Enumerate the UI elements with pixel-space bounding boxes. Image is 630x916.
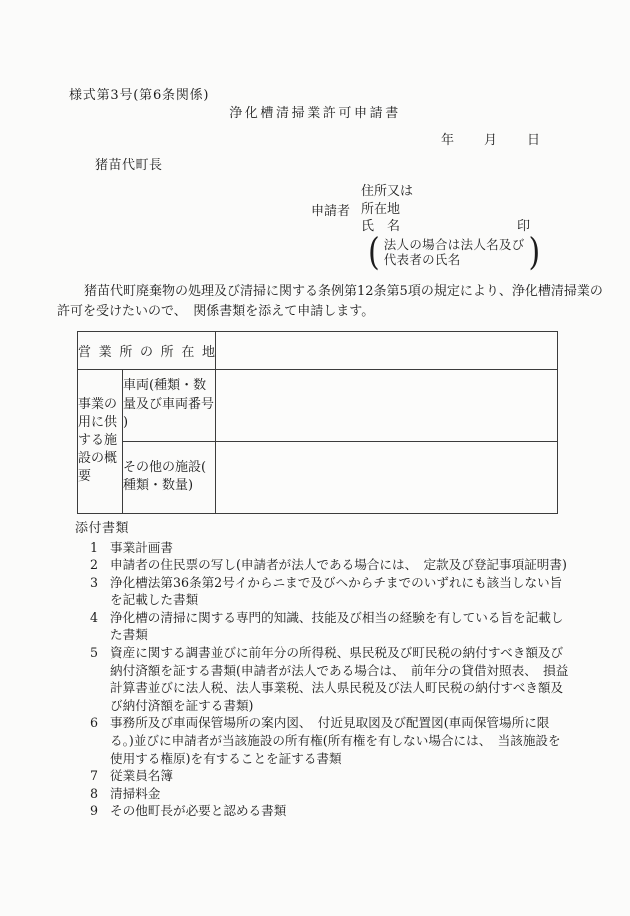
table-row	[78, 369, 558, 441]
office-location-value-cell	[216, 331, 558, 369]
attachment-text: 清掃料金	[110, 785, 161, 801]
attachment-number: 7	[90, 768, 99, 784]
document-title: 浄化槽清掃業許可申請書	[229, 106, 401, 121]
date-year-label: 年	[440, 133, 454, 148]
applicant-address-line-1: 住所又は	[361, 184, 414, 199]
applicant-label: 申請者	[311, 203, 351, 219]
application-statement	[57, 282, 603, 322]
corporate-note	[368, 230, 573, 274]
attachment-text: その他町長が必要と認める書類	[110, 803, 287, 819]
attachment-item	[90, 556, 573, 574]
attachment-number: 2	[90, 557, 99, 573]
applicant-fields	[361, 183, 530, 236]
attachment-number: 6	[90, 715, 99, 731]
attachment-item	[90, 609, 573, 644]
attachment-number: 4	[90, 609, 99, 625]
facility-group-cell: 事業の用に供する施設の概要	[78, 369, 123, 513]
corporate-note-line-2: 代表者の氏名	[383, 251, 461, 267]
attachment-item	[90, 802, 573, 820]
other-facility-value-cell	[216, 441, 558, 513]
attachment-text: 事業計画書	[110, 539, 173, 555]
vehicle-header-cell: 車両(種類・数量及び車両番号)	[123, 369, 216, 441]
open-paren: (	[368, 230, 380, 274]
applicant-block	[311, 183, 573, 236]
attachment-number: 5	[90, 645, 99, 661]
seal-label: 印	[517, 219, 531, 234]
attachment-text: 従業員名簿	[110, 768, 173, 784]
addressee-mayor: 猪苗代町長	[95, 158, 163, 173]
corporate-note-text	[384, 238, 525, 267]
attachment-number: 3	[90, 574, 99, 590]
statement-line-2: 許可を受けたいので、 関係書類を添えて申請します。	[57, 303, 375, 319]
table-row	[78, 441, 558, 513]
date-day-label: 日	[526, 133, 540, 148]
applicant-name-line	[361, 218, 530, 236]
attachment-number: 1	[90, 539, 99, 555]
attachment-item	[90, 767, 573, 785]
attachment-text: 資産に関する調書並びに前年分の所得税、県民税及び町民税の納付すべき額及び納付済額を証する書類(申請者が法人である場合は、 前年分の貸借対照表、 損益計算書並びに法人税、法人事業税、法人県民税及び法人町民税の納付すべき額及び納付済額を証する書類)	[110, 645, 569, 713]
close-paren: )	[528, 230, 541, 274]
statement-line-1: 猪苗代町廃棄物の処理及び清掃に関する条例第12条第5項の規定により、浄化槽清掃業の	[84, 283, 603, 299]
attachment-item	[90, 574, 573, 609]
attachment-text: 申請者の住民票の写し(申請者が法人である場合には、 定款及び登記事項証明書)	[110, 557, 567, 573]
attachments-section	[57, 519, 573, 821]
attachment-item	[90, 785, 573, 803]
vehicle-value-cell	[216, 369, 558, 441]
name-label: 氏 名	[361, 219, 401, 234]
attachment-item	[90, 714, 573, 767]
form-number: 様式第3号(第6条関係)	[69, 88, 210, 103]
attachment-text: 浄化槽法第36条第2号イからニまで及びヘからチまでのいずれにも該当しない旨を記載した書類	[110, 574, 563, 608]
applicant-address-line-2: 所在地	[361, 201, 401, 217]
date-month-label: 月	[483, 133, 497, 148]
table-row	[78, 331, 558, 369]
attachment-text: 浄化槽の清掃に関する専門的知識、技能及び相当の経験を有している旨を記載した書類	[110, 609, 564, 643]
office-location-header-cell: 営業所の所在地	[78, 331, 216, 369]
facility-table	[77, 331, 558, 514]
attachments-title: 添付書類	[75, 520, 130, 536]
attachment-number: 9	[90, 803, 99, 819]
corporate-note-line-1: 法人の場合は法人名及び	[383, 237, 525, 252]
attachment-item	[90, 539, 573, 557]
date-line	[57, 134, 573, 148]
attachment-text: 事務所及び車両保管場所の案内図、 付近見取図及び配置図(車両保管場所に限る。)並びに申請者が当該施設の所有権(所有権を有しない場合には、 当該施設を使用する権原)を有することを証する書類	[110, 715, 561, 766]
attachment-number: 8	[90, 785, 99, 801]
attachment-item	[90, 644, 573, 714]
other-facility-header-cell: その他の施設(種類・数量)	[123, 441, 216, 513]
